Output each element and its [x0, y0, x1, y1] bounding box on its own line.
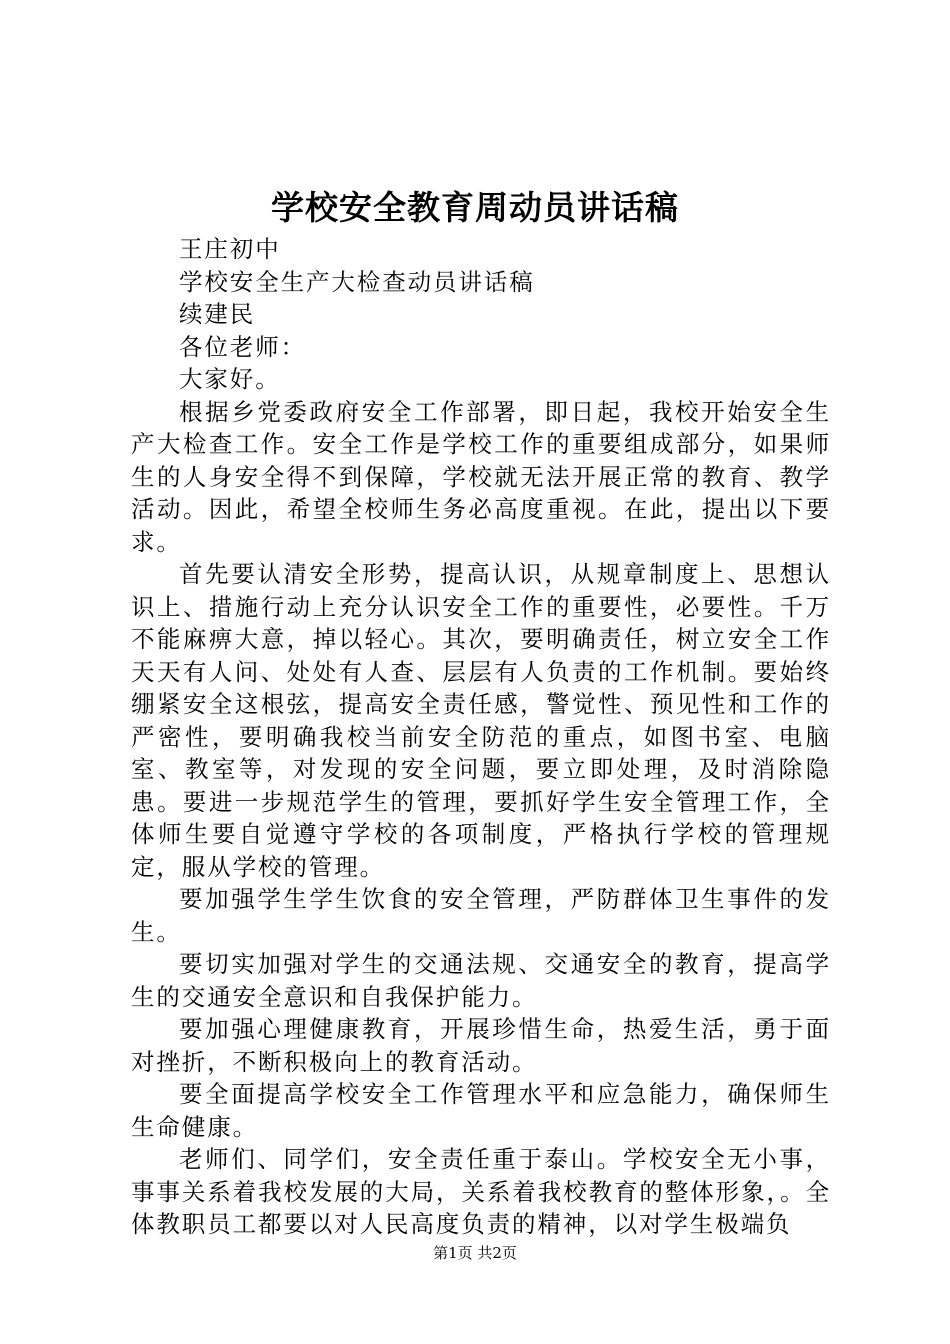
paragraph: 要切实加强对学生的交通法规、交通安全的教育，提高学生的交通安全意识和自我保护能力。 [131, 950, 831, 1011]
school-name: 王庄初中 [179, 235, 281, 263]
paragraph: 要加强学生学生饮食的安全管理，严防群体卫生事件的发生。 [131, 885, 831, 946]
paragraph: 要加强心理健康教育，开展珍惜生命，热爱生活，勇于面对挫折，不断积极向上的教育活动。 [131, 1015, 831, 1076]
paragraph: 老师们、同学们，安全责任重于泰山。学校安全无小事，事事关系着我校发展的大局，关系着我校教育的整体形象，。全体教职员工都要以对人民高度负责的精神，以对学生极端负 [131, 1145, 831, 1238]
document-title: 学校安全教育周动员讲话稿 [271, 188, 679, 227]
salutation: 各位老师： [179, 332, 306, 361]
greeting: 大家好。 [179, 365, 281, 393]
paragraph: 根据乡党委政府安全工作部署，即日起，我校开始安全生产大检查工作。安全工作是学校工作的重要组成部分，如果师生的人身安全得不到保障，学校就无法开展正常的教育、教学活动。因此，希望全校师生务必高度重视。在此，提出以下要求。 [131, 397, 831, 556]
paragraph: 首先要认清安全形势，提高认识，从规章制度上、思想认识上、措施行动上充分认识安全工作的重要性，必要性。千万不能麻痹大意，掉以轻心。其次，要明确责任，树立安全工作天天有人问、处处有人查、层层有人负责的工作机制。要始终绷紧安全这根弦，提高安全责任感，警觉性、预见性和工作的严密性，要明确我校当前安全防范的重点，如图书室、电脑室、教室等，对发现的安全问题，要立即处理，及时消除隐患。要进一步规范学生的管理，要抓好学生安全管理工作，全体师生要自觉遵守学校的各项制度，严格执行学校的管理规定，服从学校的管理。 [131, 560, 831, 881]
document-body [131, 233, 831, 1241]
page-number-footer: 第1页 共2页 [433, 1244, 517, 1262]
paragraph: 要全面提高学校安全工作管理水平和应急能力，确保师生生命健康。 [131, 1080, 831, 1141]
speech-subtitle: 学校安全生产大检查动员讲话稿 [179, 267, 535, 296]
speaker-name: 续建民 [179, 300, 256, 328]
